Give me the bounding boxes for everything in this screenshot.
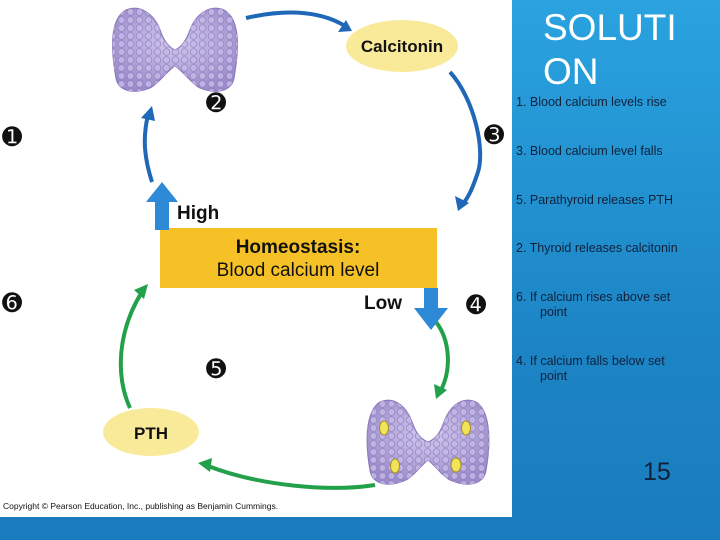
solution-step-5	[516, 290, 716, 320]
homeostasis-subtitle: Blood calcium level	[216, 260, 380, 281]
step-text: 4. If calcium falls below set	[516, 354, 665, 368]
step-text: 1. Blood calcium levels rise	[516, 95, 667, 109]
arrowhead-icon	[198, 458, 212, 472]
solution-title: SOLUTI ON	[543, 7, 677, 92]
solution-step-6	[516, 354, 716, 384]
solution-step-4	[516, 241, 716, 256]
high-label: High	[177, 203, 220, 224]
step-marker-4: ➍	[466, 292, 487, 319]
low-down-arrow-icon	[414, 288, 448, 330]
page-number: 15	[643, 458, 671, 486]
step-marker-3: ➌	[484, 122, 505, 149]
pth-label: PTH	[134, 424, 168, 443]
step-text: 5. Parathyroid releases PTH	[516, 193, 674, 207]
solution-step-2	[516, 144, 716, 159]
step-text-continuation: point	[540, 305, 568, 319]
arrowhead-icon	[434, 384, 447, 399]
step-text: 6. If calcium rises above set	[516, 290, 671, 304]
step-marker-2: ➋	[206, 90, 227, 117]
bottom-strip	[0, 517, 512, 540]
homeostasis-title: Homeostasis:	[235, 237, 361, 258]
step-text: 3. Blood calcium level falls	[516, 144, 663, 158]
calcitonin-label: Calcitonin	[360, 37, 444, 56]
copyright-text: Copyright © Pearson Education, Inc., publishing as Benjamin Cummings.	[3, 501, 279, 511]
step-text: 2. Thyroid releases calcitonin	[516, 241, 678, 255]
step-text-continuation: point	[540, 369, 568, 383]
step-marker-5: ➎	[206, 356, 227, 383]
step-marker-6: ➏	[2, 290, 23, 317]
arrowhead-icon	[141, 106, 155, 121]
step-marker-1: ➊	[2, 124, 23, 151]
thyroid-gland-bottom-icon	[367, 400, 489, 484]
solution-step-1	[516, 95, 716, 110]
solution-step-3	[516, 193, 716, 208]
low-label: Low	[364, 293, 402, 314]
thyroid-gland-top-icon	[113, 8, 238, 91]
high-up-arrow-icon	[146, 182, 178, 230]
